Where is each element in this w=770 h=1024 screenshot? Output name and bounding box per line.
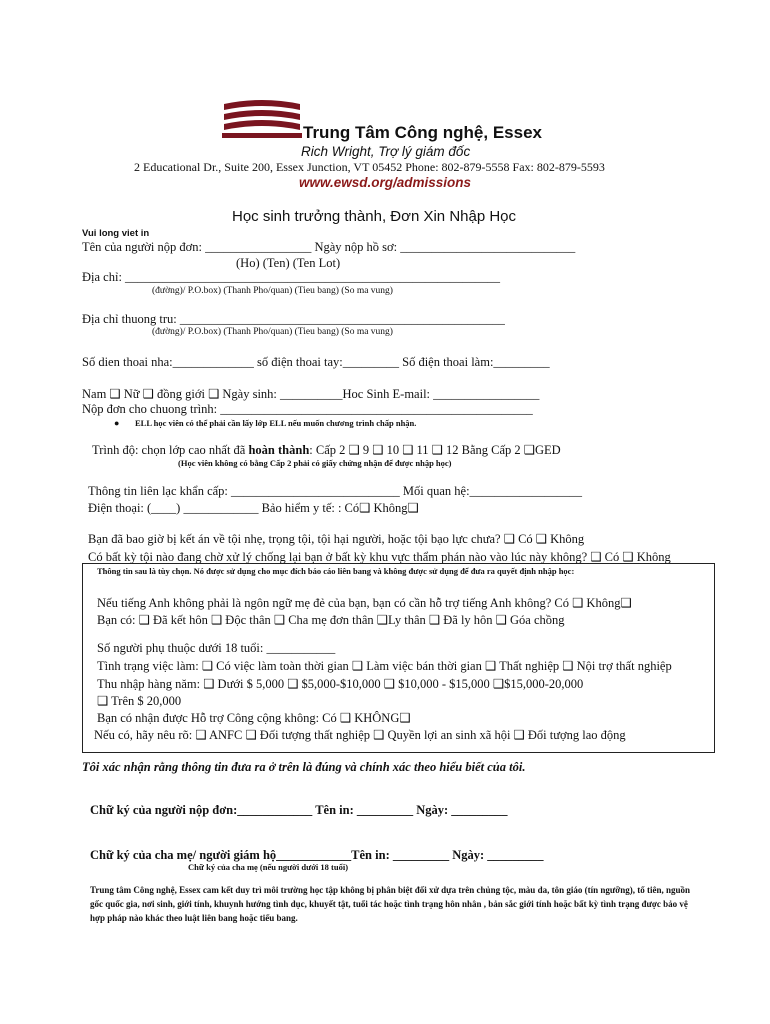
contact-person: Rich Wright, Trợ lý giám đốc bbox=[301, 144, 471, 159]
name-hint: (Ho) (Ten) (Ten Lot) bbox=[236, 256, 341, 270]
gender-dob-email-fields[interactable]: Nam ❑ Nữ ❑ đồng giới ❑ Ngày sinh: __________Hoc Sinh E-mail: _________________ bbox=[82, 387, 540, 401]
mailing-address-field[interactable]: Địa chỉ thuong tru: ____________________________________________________ bbox=[82, 312, 505, 326]
education-level-options[interactable] bbox=[92, 442, 561, 458]
marital-status-options[interactable]: Bạn có: ❑ Đã kết hôn ❑ Độc thân ❑ Cha mẹ đơn thân ❑Ly thân ❑ Đã ly hôn ❑ Góa chồng bbox=[97, 613, 565, 627]
dependents-field[interactable]: Số người phụ thuộc dưới 18 tuổi: ___________ bbox=[97, 641, 336, 655]
education-label-pre: Trình độ: chọn lớp cao nhất đã bbox=[92, 443, 249, 457]
applicant-name-field[interactable]: Tên của người nộp đơn: _________________ Ngày nộp hồ sơ: ____________________________ bbox=[82, 240, 576, 254]
optional-info-header: Thông tin sau là tùy chọn. Nó được sử dụng cho mục đích báo cáo liên bang và không được sử dụng để đưa ra quyết định nhập học: bbox=[97, 566, 575, 576]
education-label-bold: hoàn thành bbox=[248, 443, 310, 457]
assistance-type-options[interactable]: Nếu có, hãy nêu rõ: ❑ ANFC ❑ Đối tượng thất nghiệp ❑ Quyền lợi an sinh xã hội ❑ Đối tượng lao động bbox=[94, 728, 626, 742]
org-name: Trung Tâm Công nghệ, Essex bbox=[303, 123, 542, 142]
mailing-address-hint: (đường)/ P.O.box) (Thanh Pho/quan) (Tieu bang) (So ma vung) bbox=[152, 327, 393, 337]
ell-note: ELL học viên có thể phải cần lấy lớp ELL nếu muốn chương trình chấp nhận. bbox=[135, 418, 417, 428]
address-hint: (đường)/ P.O.box) (Thanh Pho/quan) (Tieu bang) (So ma vung) bbox=[152, 286, 393, 296]
employment-status-options[interactable]: Tình trạng việc làm: ❑ Có việc làm toàn thời gian ❑ Làm việc bán thời gian ❑ Thất nghiệp ❑ Nội trợ thất nghiệp bbox=[97, 659, 672, 673]
pending-charges-question[interactable]: Có bất kỳ tội nào đang chờ xử lý chống lại bạn ở bất kỳ khu vực thẩm phán nào vào lúc này không? ❑ Có ❑ Không bbox=[88, 550, 671, 564]
bullet-icon: ● bbox=[114, 418, 120, 428]
address-line: 2 Educational Dr., Suite 200, Essex Junction, VT 05452 Phone: 802-879-5558 Fax: 802-879-5593 bbox=[134, 160, 605, 174]
conviction-question[interactable]: Bạn đã bao giờ bị kết án về tội nhẹ, trọng tội, tội hại người, hoặc tội bạo lực chưa? ❑ Có ❑ Không bbox=[88, 532, 585, 546]
applicant-signature-field[interactable]: Chữ ký của người nộp đơn:____________ Tên in: _________ Ngày: _________ bbox=[90, 803, 508, 817]
public-assistance-question[interactable]: Bạn có nhận được Hỗ trợ Công cộng không: Có ❑ KHÔNG❑ bbox=[97, 711, 411, 725]
form-title: Học sinh trưởng thành, Đơn Xin Nhập Học bbox=[232, 208, 517, 225]
phone-fields[interactable]: Số dien thoai nha:_____________ số điện thoai tay:_________ Số điện thoai làm:_________ bbox=[82, 355, 550, 369]
website-link[interactable]: www.ewsd.org/admissions bbox=[299, 175, 472, 190]
program-field[interactable]: Nộp đơn cho chuong trình: __________________________________________________ bbox=[82, 402, 533, 416]
parent-signature-note: Chữ ký của cha mẹ (nếu người dưới 18 tuổi) bbox=[188, 862, 349, 872]
education-note: (Học viên không có bằng Cấp 2 phải có giấy chứng nhận để được nhập học) bbox=[178, 458, 452, 468]
insurance-field[interactable]: Điện thoại: (____) ____________ Bảo hiểm y tế: : Có❑ Không❑ bbox=[88, 501, 419, 515]
nondiscrimination-statement: Trung tâm Công nghệ, Essex cam kết duy trì môi trường học tập không bị phân biệt đối xử dựa trên chủng tộc, màu da, tôn giáo (tín ngưỡng), tổ tiên, nguồn gốc quốc gia, nơi sinh, giới tính, khuynh hướng tình dục, khuyết tật, tuổi tác hoặc tình trạng hôn nhân , bản sắc giới tính hoặc bất kỳ tình trạng được bảo vệ hợp pháp nào khác theo luật liên bang hoặc tiểu bang. bbox=[90, 885, 690, 923]
emergency-contact-field[interactable]: Thông tin liên lạc khẩn cấp: ___________________________ Mối quan hệ:__________________ bbox=[88, 484, 583, 498]
annual-income-options[interactable]: Thu nhập hàng năm: ❑ Dưới $ 5,000 ❑ $5,000-$10,000 ❑ $10,000 - $15,000 ❑$15,000-20,000 bbox=[97, 677, 584, 691]
english-support-question[interactable]: Nếu tiếng Anh không phải là ngôn ngữ mẹ đẻ của bạn, bạn có cần hỗ trợ tiếng Anh không? Có ❑ Không❑ bbox=[97, 596, 632, 610]
education-label-post: : Cấp 2 ❑ 9 ❑ 10 ❑ 11 ❑ 12 Bằng Cấp 2 ❑GED bbox=[309, 443, 561, 457]
annual-income-option-over[interactable]: ❑ Trên $ 20,000 bbox=[97, 694, 182, 708]
print-note: Vui long viet in bbox=[82, 228, 150, 239]
parent-signature-field[interactable]: Chữ ký của cha mẹ/ người giám hộ____________Tên in: _________ Ngày: _________ bbox=[90, 848, 544, 862]
certification-statement: Tôi xác nhận rằng thông tin đưa ra ở trên là đúng và chính xác theo hiểu biết của tôi. bbox=[82, 760, 526, 774]
ecc-logo-icon bbox=[222, 96, 302, 138]
address-field[interactable]: Địa chỉ: ____________________________________________________________ bbox=[82, 270, 501, 284]
